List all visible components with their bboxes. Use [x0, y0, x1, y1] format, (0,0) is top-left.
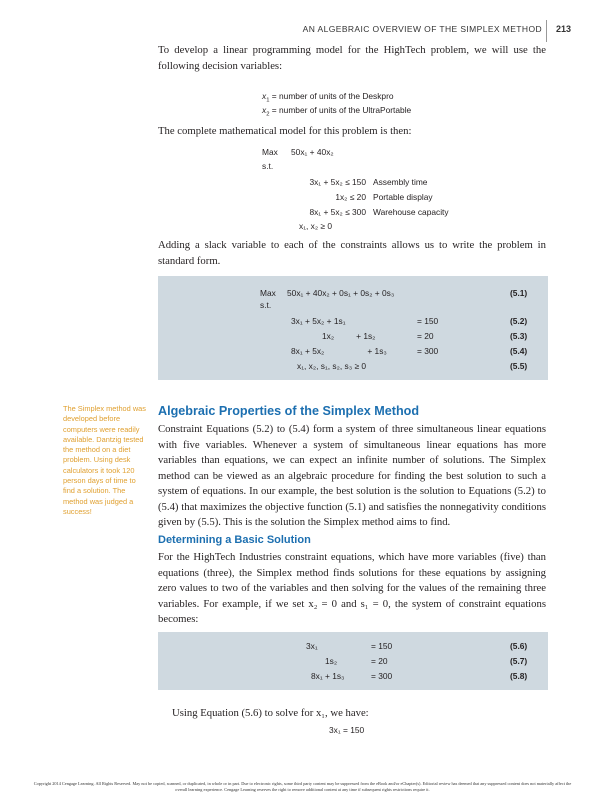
- reduced-row-lhs: 3x₁: [306, 641, 318, 651]
- equation-number: (5.2): [510, 316, 528, 326]
- model-constraint-label: Warehouse capacity: [373, 207, 449, 217]
- running-header: [0, 14, 600, 42]
- sf-row-rhs: = 20: [417, 331, 434, 341]
- equation-number: (5.7): [510, 656, 528, 666]
- page-number: 213: [556, 24, 572, 34]
- intro-paragraph: To develop a linear programming model for the HighTech problem, we will use the following decision variables:: [158, 44, 546, 72]
- equation-number: (5.8): [510, 671, 528, 681]
- reduced-system-box: [158, 632, 548, 690]
- section1-paragraph: Constraint Equations (5.2) to (5.4) form a system of three simultaneous linear equations with five variables. Whenever a system of simultaneous linear equations has more variables than equations, we can expect an infinite number of solutions. The Simplex method can be viewed as an algebraic procedure for finding the best solution to such a system of equations. In our example, the best solution is the solution to Equations (5.2) to (5.4) that maximizes the objective function (5.1) and satisfies the nonnegativity conditions given by (5.5). This is the solution the Simplex method aims to find.: [158, 423, 546, 528]
- sf-max-label: Max: [260, 288, 276, 298]
- model-objective: 50x₁ + 40x₂: [291, 147, 334, 157]
- equation-number: (5.1): [510, 288, 528, 298]
- header-divider: [546, 20, 547, 42]
- section2-paragraph: For the HighTech Industries constraint equations, which have more variables (five) than equations (three), the Simplex method finds solutions for these equations by assigning zero values to two of the variables and then solving for the values of the remaining three variables. For example, if we set x₂ = 0 and s₁ = 0, the system of constraint equations becomes:: [158, 551, 546, 625]
- model-constraint-label: Portable display: [373, 192, 433, 202]
- subsection-heading: Determining a Basic Solution: [158, 534, 311, 546]
- copyright-footer: Copyright 2014 Cengage Learning. All Rights Reserved. May not be copied, scanned, or duplicated, in whole or in part. Due to electronic rights, some third party content may be suppressed from the eBook and/or eChapter(s). Editorial review has deemed that any suppressed content does not materially affect the overall learning experience. Cengage Learning reserves the right to remove additional content at any time if subsequent rights restrictions require it.: [33, 781, 572, 792]
- equation-number: (5.3): [510, 331, 528, 341]
- equation-number: (5.6): [510, 641, 528, 651]
- sf-row-lhs: 1x₂ + 1s₂: [322, 331, 376, 341]
- sf-st-label: s.t.: [260, 300, 272, 310]
- sf-row-rhs: = 150: [417, 316, 439, 326]
- decision-var-1: $x_1$ = number of units of the Deskpro: [262, 91, 394, 104]
- model-paragraph: The complete mathematical model for this problem is then:: [158, 125, 412, 137]
- reduced-row-lhs: 8x₁ + 1s₃: [311, 671, 345, 681]
- model-max-label: Max: [262, 147, 278, 157]
- model-st-label: s.t.: [262, 161, 274, 171]
- reduced-row-rhs: = 150: [371, 641, 393, 651]
- decision-var-2: $x_2$ = number of units of the UltraPortable: [262, 105, 412, 118]
- sf-objective: 50x₁ + 40x₂ + 0s₁ + 0s₂ + 0s₃: [287, 288, 395, 298]
- running-title: AN ALGEBRAIC OVERVIEW OF THE SIMPLEX METHOD: [302, 24, 542, 34]
- model-nonneg: x₁, x₂ ≥ 0: [299, 221, 333, 231]
- model-constraint: 1x₂ ≤ 20: [335, 192, 366, 202]
- sf-nonneg: x₁, x₂, s₁, s₂, s₃ ≥ 0: [297, 361, 367, 371]
- model-constraint-label: Assembly time: [373, 177, 428, 187]
- sf-row-rhs: = 300: [417, 346, 439, 356]
- equation-number: (5.4): [510, 346, 528, 356]
- section-heading: Algebraic Properties of the Simplex Method: [158, 404, 420, 418]
- equation-number: (5.5): [510, 361, 528, 371]
- sf-row-lhs: 8x₁ + 5x₂ + 1s₃: [291, 346, 387, 356]
- model-constraint: 3x₁ + 5x₂ ≤ 150: [309, 177, 366, 187]
- margin-note: The Simplex method was developed before computers were readily available. Dantzig tested the method on a diet problem. Using desk calculators it took 120 person days of time to find a solution. The method was judged a success!: [63, 404, 146, 516]
- using-paragraph: Using Equation (5.6) to solve for x₁, we have:: [172, 707, 369, 719]
- reduced-row-lhs: 1s₂: [325, 656, 338, 666]
- reduced-row-rhs: = 300: [371, 671, 393, 681]
- model-constraint: 8x₁ + 5x₂ ≤ 300: [309, 207, 366, 217]
- sf-row-lhs: 3x₁ + 5x₂ + 1s₁: [291, 316, 346, 326]
- reduced-row-rhs: = 20: [371, 656, 388, 666]
- final-equation: 3x₁ = 150: [329, 725, 365, 735]
- slack-paragraph: Adding a slack variable to each of the constraints allows us to write the problem in standard form.: [158, 239, 546, 267]
